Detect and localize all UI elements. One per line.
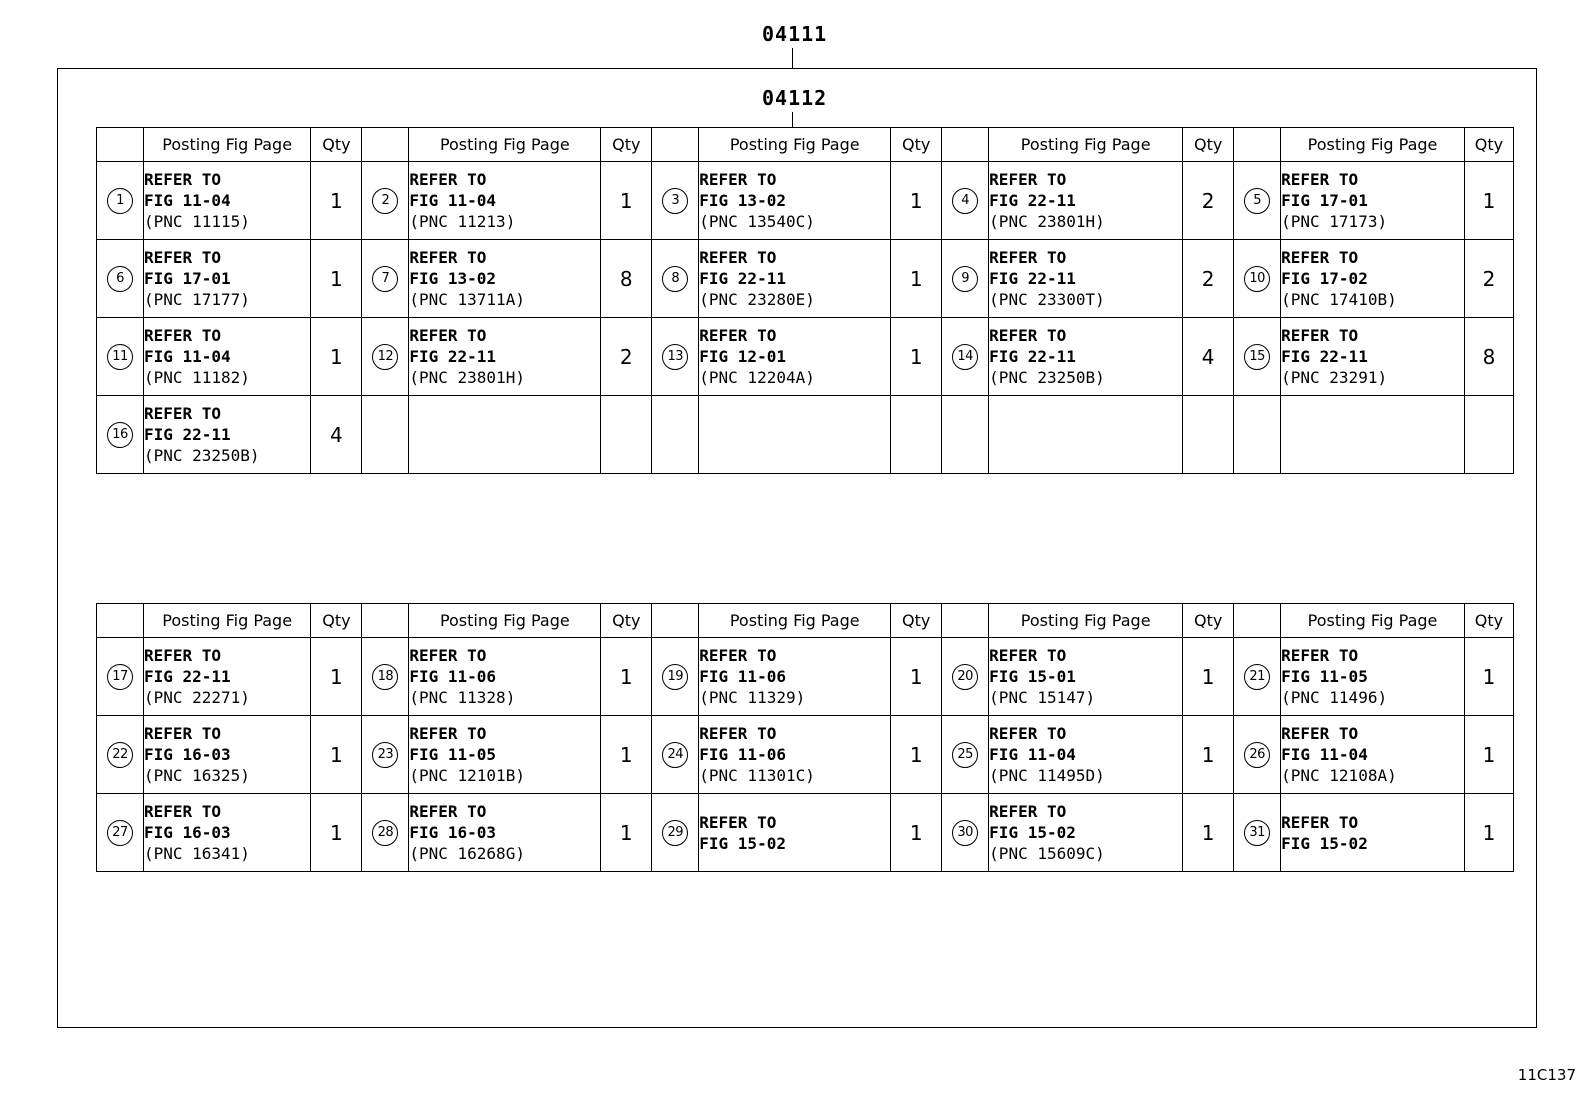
header-qty: Qty [891,128,942,162]
callout-cell [97,240,144,318]
posting-fig-page-cell [409,638,601,716]
fig-reference: FIG 11-04 [143,347,231,366]
figure-code: 11C137 [1517,1066,1576,1084]
refer-to-text: REFER TO [143,646,222,665]
posting-fig-page-cell [699,240,891,318]
callout-cell [942,162,989,240]
qty-cell: 1 [311,318,362,396]
pnc-reference: (PNC 11496) [1281,688,1388,707]
qty-cell: 1 [1464,162,1513,240]
refer-to-text: REFER TO [989,802,1067,821]
callout-number: 9 [952,266,978,292]
table-row [97,396,1514,474]
refer-to-text: REFER TO [1281,646,1359,665]
header-blank-cell [942,604,989,638]
pnc-reference: (PNC 23801H) [989,212,1105,231]
pnc-reference: (PNC 16341) [143,844,250,863]
pnc-reference: (PNC 17177) [143,290,250,309]
fig-reference: FIG 11-05 [409,745,497,764]
posting-fig-page-cell [1281,794,1465,872]
header-blank-cell [1234,604,1281,638]
posting-fig-page-cell [989,638,1183,716]
header-qty: Qty [1464,604,1513,638]
fig-reference: FIG 13-02 [699,191,786,210]
pnc-reference: (PNC 16325) [143,766,250,785]
callout-cell [362,716,409,794]
pnc-reference: (PNC 17173) [1281,212,1388,231]
refer-to-text: REFER TO [989,170,1067,189]
pnc-reference: (PNC 12101B) [409,766,525,785]
header-blank-cell [97,604,144,638]
callout-number: 16 [107,422,133,448]
refer-to-text: REFER TO [699,646,777,665]
fig-reference: FIG 22-11 [989,269,1076,288]
callout-number: 11 [107,344,133,370]
pnc-reference: (PNC 11301C) [699,766,815,785]
fig-reference: FIG 17-01 [1281,191,1368,210]
qty-cell: 1 [1183,716,1234,794]
header-posting-fig-page: Posting Fig Page [989,604,1183,638]
callout-number: 12 [372,344,398,370]
refer-to-text: REFER TO [409,326,487,345]
qty-cell: 8 [1464,318,1513,396]
qty-cell: 8 [601,240,652,318]
table-header-row [97,604,1514,638]
refer-to-text: REFER TO [1281,326,1359,345]
callout-cell [97,716,144,794]
callout-cell [652,240,699,318]
header-posting-fig-page: Posting Fig Page [409,604,601,638]
table-row [97,716,1514,794]
pnc-reference: (PNC 11213) [409,212,516,231]
qty-cell: 1 [601,794,652,872]
callout-cell [942,318,989,396]
refer-to-text: REFER TO [1281,248,1359,267]
pnc-reference: (PNC 11329) [699,688,806,707]
refer-to-text: REFER TO [1281,724,1359,743]
qty-cell [891,396,942,474]
qty-cell: 1 [601,638,652,716]
refer-to-text: REFER TO [409,248,487,267]
pnc-reference: (PNC 23801H) [409,368,525,387]
callout-cell [652,794,699,872]
pnc-reference: (PNC 22271) [143,688,250,707]
fig-reference: FIG 12-01 [699,347,786,366]
refer-to-text: REFER TO [989,326,1067,345]
header-blank-cell [652,128,699,162]
fig-reference: FIG 22-11 [989,347,1076,366]
qty-cell: 1 [891,240,942,318]
header-blank-cell [97,128,144,162]
pnc-reference: (PNC 15147) [989,688,1096,707]
fig-reference: FIG 22-11 [143,425,231,444]
fig-reference: FIG 16-03 [143,745,231,764]
header-qty: Qty [311,128,362,162]
posting-fig-page-cell [699,716,891,794]
callout-number: 15 [1244,344,1270,370]
fig-reference: FIG 11-04 [1281,745,1368,764]
fig-reference: FIG 11-04 [989,745,1076,764]
callout-number: 7 [372,266,398,292]
posting-fig-page-cell [699,638,891,716]
qty-cell: 1 [601,716,652,794]
header-posting-fig-page: Posting Fig Page [989,128,1183,162]
callout-cell [1234,794,1281,872]
qty-cell: 1 [891,638,942,716]
qty-cell: 1 [601,162,652,240]
refer-to-text: REFER TO [699,812,777,832]
header-qty: Qty [1464,128,1513,162]
callout-cell [652,396,699,474]
refer-to-text: REFER TO [699,724,777,743]
callout-number: 14 [952,344,978,370]
fig-reference: FIG 17-02 [1281,269,1368,288]
refer-to-text: REFER TO [143,326,222,345]
header-blank-cell [362,128,409,162]
refer-to-text: REFER TO [409,646,487,665]
header-blank-cell [652,604,699,638]
header-qty: Qty [311,604,362,638]
header-blank-cell [1234,128,1281,162]
header-qty: Qty [891,604,942,638]
callout-number: 28 [372,820,398,846]
header-posting-fig-page: Posting Fig Page [699,128,891,162]
pnc-reference: (PNC 11115) [143,212,250,231]
assembly-label-inner: 04112 [762,86,828,110]
posting-fig-page-cell [1281,638,1465,716]
callout-number: 26 [1244,742,1270,768]
posting-fig-page-cell [143,794,310,872]
refer-to-text: REFER TO [409,802,487,821]
pnc-reference: (PNC 12108A) [1281,766,1397,785]
refer-to-text: REFER TO [699,248,777,267]
callout-number: 31 [1244,820,1270,846]
pnc-reference: (PNC 23280E) [699,290,815,309]
fig-reference: FIG 15-02 [989,823,1076,842]
callout-cell [97,396,144,474]
pnc-reference: (PNC 11495D) [989,766,1105,785]
callout-cell [362,794,409,872]
posting-fig-page-cell [989,162,1183,240]
qty-cell: 1 [891,716,942,794]
callout-number: 18 [372,664,398,690]
fig-reference: FIG 13-02 [409,269,497,288]
posting-fig-page-cell [409,396,601,474]
header-blank-cell [362,604,409,638]
pnc-reference: (PNC 11328) [409,688,516,707]
callout-cell [652,716,699,794]
posting-fig-page-cell [989,794,1183,872]
qty-cell: 1 [891,794,942,872]
header-posting-fig-page: Posting Fig Page [1281,128,1465,162]
posting-fig-page-cell [989,396,1183,474]
callout-cell [362,240,409,318]
leader-line-inner [792,112,793,127]
callout-number: 3 [662,188,688,214]
callout-number: 8 [662,266,688,292]
posting-fig-page-cell [1281,396,1465,474]
fig-reference: FIG 11-05 [1281,667,1368,686]
fig-reference: FIG 11-04 [143,191,231,210]
refer-to-text: REFER TO [1281,170,1359,189]
posting-fig-page-cell [1281,318,1465,396]
callout-cell [97,162,144,240]
refer-to-text: REFER TO [143,170,222,189]
posting-fig-page-cell [1281,240,1465,318]
posting-fig-page-cell [1281,162,1465,240]
callout-cell [1234,240,1281,318]
callout-number: 4 [952,188,978,214]
posting-fig-page-cell [143,240,310,318]
posting-fig-page-cell [699,162,891,240]
callout-cell [652,318,699,396]
refer-to-text: REFER TO [143,724,222,743]
callout-cell [652,638,699,716]
pnc-reference: (PNC 23250B) [989,368,1105,387]
posting-fig-page-cell [699,794,891,872]
posting-fig-page-cell [409,716,601,794]
table-row [97,794,1514,872]
parts-reference-table-1 [96,127,1514,474]
callout-number: 24 [662,742,688,768]
parts-reference-table-2 [96,603,1514,872]
callout-cell [362,396,409,474]
callout-cell [942,396,989,474]
refer-to-text: REFER TO [699,170,777,189]
posting-fig-page-cell [409,318,601,396]
pnc-reference: (PNC 17410B) [1281,290,1397,309]
refer-to-text: REFER TO [409,170,487,189]
posting-fig-page-cell [143,162,310,240]
posting-fig-page-cell [1281,716,1465,794]
callout-cell [942,638,989,716]
callout-number: 25 [952,742,978,768]
table-row [97,318,1514,396]
callout-cell [652,162,699,240]
fig-reference: FIG 11-04 [409,191,497,210]
refer-to-text: REFER TO [143,248,222,267]
posting-fig-page-cell [143,318,310,396]
posting-fig-page-cell [409,794,601,872]
callout-number: 29 [662,820,688,846]
fig-reference: FIG 22-11 [409,347,497,366]
callout-number: 1 [107,188,133,214]
fig-reference: FIG 11-06 [699,667,786,686]
leader-line-outer [792,48,793,68]
callout-number: 2 [372,188,398,214]
posting-fig-page-cell [409,240,601,318]
refer-to-text: REFER TO [989,724,1067,743]
refer-to-text: REFER TO [1281,812,1359,832]
callout-cell [1234,638,1281,716]
qty-cell: 1 [311,162,362,240]
posting-fig-page-cell [989,240,1183,318]
posting-fig-page-cell [143,396,310,474]
pnc-reference: (PNC 23291) [1281,368,1388,387]
fig-reference: FIG 11-06 [699,745,786,764]
qty-cell: 2 [601,318,652,396]
header-qty: Qty [601,604,652,638]
qty-cell [1183,396,1234,474]
qty-cell: 1 [311,240,362,318]
callout-number: 23 [372,742,398,768]
refer-to-text: REFER TO [989,646,1067,665]
callout-cell [97,318,144,396]
posting-fig-page-cell [699,396,891,474]
refer-to-text: REFER TO [699,326,777,345]
callout-cell [1234,396,1281,474]
refer-to-text: REFER TO [143,404,222,423]
fig-reference: FIG 15-02 [699,833,786,853]
posting-fig-page-cell [409,162,601,240]
qty-cell: 1 [311,638,362,716]
header-qty: Qty [601,128,652,162]
qty-cell [601,396,652,474]
qty-cell: 1 [311,716,362,794]
fig-reference: FIG 22-11 [699,269,786,288]
header-blank-cell [942,128,989,162]
posting-fig-page-cell [989,716,1183,794]
posting-fig-page-cell [699,318,891,396]
header-qty: Qty [1183,604,1234,638]
callout-number: 10 [1244,266,1270,292]
header-posting-fig-page: Posting Fig Page [1281,604,1465,638]
pnc-reference: (PNC 16268G) [409,844,525,863]
pnc-reference: (PNC 23250B) [143,446,260,465]
callout-number: 20 [952,664,978,690]
callout-number: 30 [952,820,978,846]
fig-reference: FIG 22-11 [1281,347,1368,366]
qty-cell: 1 [1183,794,1234,872]
qty-cell: 4 [311,396,362,474]
fig-reference: FIG 16-03 [409,823,497,842]
fig-reference: FIG 15-01 [989,667,1076,686]
posting-fig-page-cell [143,716,310,794]
qty-cell: 1 [891,162,942,240]
callout-number: 13 [662,344,688,370]
callout-number: 27 [107,820,133,846]
fig-reference: FIG 22-11 [143,667,231,686]
qty-cell: 2 [1464,240,1513,318]
header-posting-fig-page: Posting Fig Page [143,604,310,638]
callout-cell [362,162,409,240]
callout-number: 6 [107,266,133,292]
callout-cell [1234,162,1281,240]
qty-cell: 1 [1464,794,1513,872]
callout-cell [1234,716,1281,794]
refer-to-text: REFER TO [989,248,1067,267]
qty-cell: 1 [891,318,942,396]
callout-cell [942,240,989,318]
qty-cell: 4 [1183,318,1234,396]
qty-cell: 1 [1183,638,1234,716]
header-posting-fig-page: Posting Fig Page [143,128,310,162]
pnc-reference: (PNC 13540C) [699,212,815,231]
fig-reference: FIG 16-03 [143,823,231,842]
callout-cell [362,318,409,396]
header-posting-fig-page: Posting Fig Page [409,128,601,162]
pnc-reference: (PNC 12204A) [699,368,815,387]
callout-cell [362,638,409,716]
fig-reference: FIG 17-01 [143,269,231,288]
callout-number: 21 [1244,664,1270,690]
table-row [97,240,1514,318]
callout-number: 5 [1244,188,1270,214]
qty-cell: 1 [311,794,362,872]
callout-cell [942,716,989,794]
fig-reference: FIG 11-06 [409,667,497,686]
callout-number: 17 [107,664,133,690]
table-row [97,638,1514,716]
table-row [97,162,1514,240]
callout-cell [97,638,144,716]
callout-cell [1234,318,1281,396]
callout-cell [97,794,144,872]
fig-reference: FIG 22-11 [989,191,1076,210]
pnc-reference: (PNC 23300T) [989,290,1105,309]
callout-number: 19 [662,664,688,690]
qty-cell [1464,396,1513,474]
callout-number: 22 [107,742,133,768]
posting-fig-page-cell [143,638,310,716]
header-posting-fig-page: Posting Fig Page [699,604,891,638]
fig-reference: FIG 15-02 [1281,833,1368,853]
qty-cell: 1 [1464,716,1513,794]
qty-cell: 1 [1464,638,1513,716]
qty-cell: 2 [1183,162,1234,240]
pnc-reference: (PNC 15609C) [989,844,1105,863]
callout-cell [942,794,989,872]
assembly-label-outer: 04111 [762,22,828,46]
pnc-reference: (PNC 11182) [143,368,250,387]
posting-fig-page-cell [989,318,1183,396]
table-header-row [97,128,1514,162]
refer-to-text: REFER TO [409,724,487,743]
pnc-reference: (PNC 13711A) [409,290,525,309]
refer-to-text: REFER TO [143,802,222,821]
qty-cell: 2 [1183,240,1234,318]
header-qty: Qty [1183,128,1234,162]
